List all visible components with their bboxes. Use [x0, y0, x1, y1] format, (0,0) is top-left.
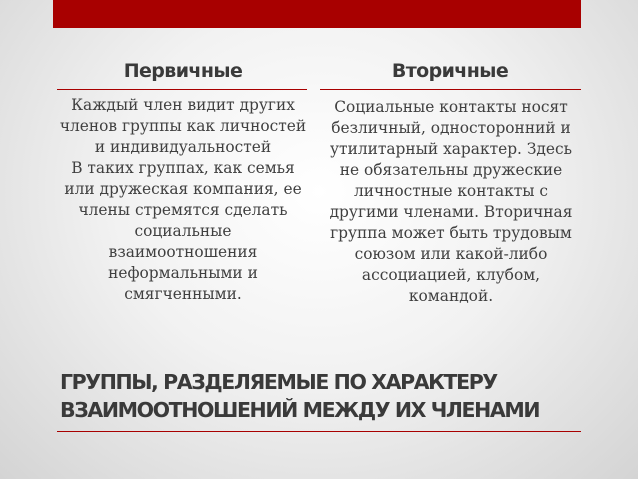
primary-heading-divider: [57, 89, 307, 90]
title-divider: [57, 431, 581, 432]
primary-paragraph-2: В таких группах, как семья или дружеская компания, ее члены стремятся сделать социальные взаимоотношения неформальными и смягченными.: [64, 159, 302, 303]
primary-paragraph-1: Каждый член видит других членов группы как личностей и индивидуальностей: [59, 96, 307, 156]
secondary-column-heading: Вторичные: [391, 60, 509, 82]
secondary-paragraph-1: Социальные контакты носят безличный, односторонний и утилитарный характер. Здесь не обязательны дружеские личностные контакты с другими членами. Вторичная группа может быть трудовым союзом или какой-либо ассоциацией, клубом, командой.: [329, 98, 573, 305]
slide-title: [60, 368, 580, 424]
secondary-heading-divider: [320, 89, 581, 90]
primary-column-body: [59, 95, 307, 305]
primary-column-heading: Первичные: [123, 60, 243, 82]
top-accent-bar: [53, 0, 581, 28]
slide-title-line-1: ГРУППЫ, РАЗДЕЛЯЕМЫЕ ПО ХАРАКТЕРУ: [60, 370, 497, 394]
secondary-column-body: [318, 97, 584, 307]
slide-title-line-2: ВЗАИМООТНОШЕНИЙ МЕЖДУ ИХ ЧЛЕНАМИ: [60, 398, 540, 422]
